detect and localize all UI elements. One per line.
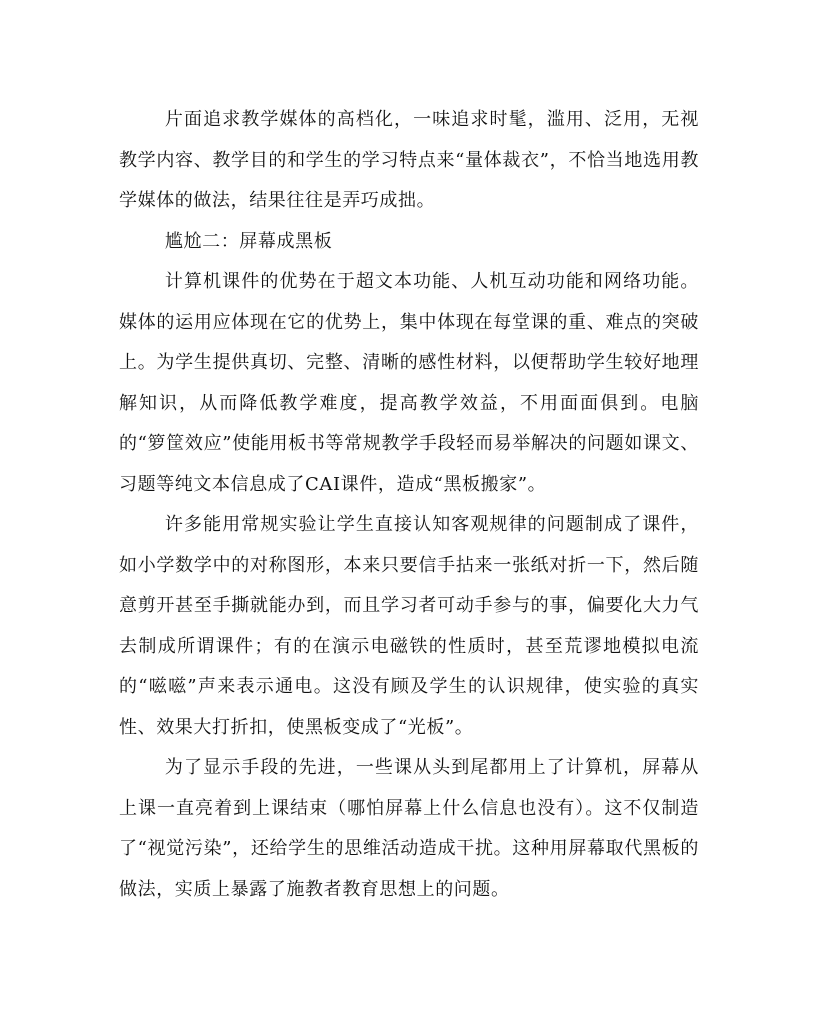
section-heading-screen-as-blackboard: 尴尬二：屏幕成黑板	[164, 230, 333, 252]
paragraph-screen-replacing-blackboard: 为了显示手段的先进，一些课从头到尾都用上了计算机，屏幕从上课一直亮着到上课结束（哪怕屏幕上什么信息也没有）。这不仅制造了“视觉污染”，还给学生的思维活动造成干扰。这种用屏幕取代黑板的做法，实质上暴露了施教者教育思想上的问题。	[119, 757, 699, 900]
paragraph-media-overuse: 片面追求教学媒体的高档化，一味追求时髦，滥用、泛用，无视教学内容、教学目的和学生的学习特点来“量体裁衣”，不恰当地选用教学媒体的做法，结果往往是弄巧成拙。	[119, 109, 699, 211]
paragraph-experiments-as-courseware: 许多能用常规实验让学生直接认知客观规律的问题制成了课件，如小学数学中的对称图形，本来只要信手拈来一张纸对折一下，然后随意剪开甚至手撕就能办到，而且学习者可动手参与的事，偏要化大力气去制成所谓课件；有的在演示电磁铁的性质时，甚至荒谬地模拟电流的“嗞嗞”声来表示通电。这没有顾及学生的认识规律，使实验的真实性、效果大打折扣，使黑板变成了“光板”。	[119, 514, 699, 738]
document-body	[119, 100, 699, 910]
paragraph-courseware-advantages: 计算机课件的优势在于超文本功能、人机互动功能和网络功能。媒体的运用应体现在它的优势上，集中体现在每堂课的重、难点的突破上。为学生提供真切、完整、清晰的感性材料，以便帮助学生较好地理解知识，从而降低教学难度，提高教学效益，不用面面俱到。电脑的“箩筐效应”使能用板书等常规教学手段轻而易举解决的问题如课文、习题等纯文本信息成了CAI课件，造成“黑板搬家”。	[119, 271, 699, 495]
